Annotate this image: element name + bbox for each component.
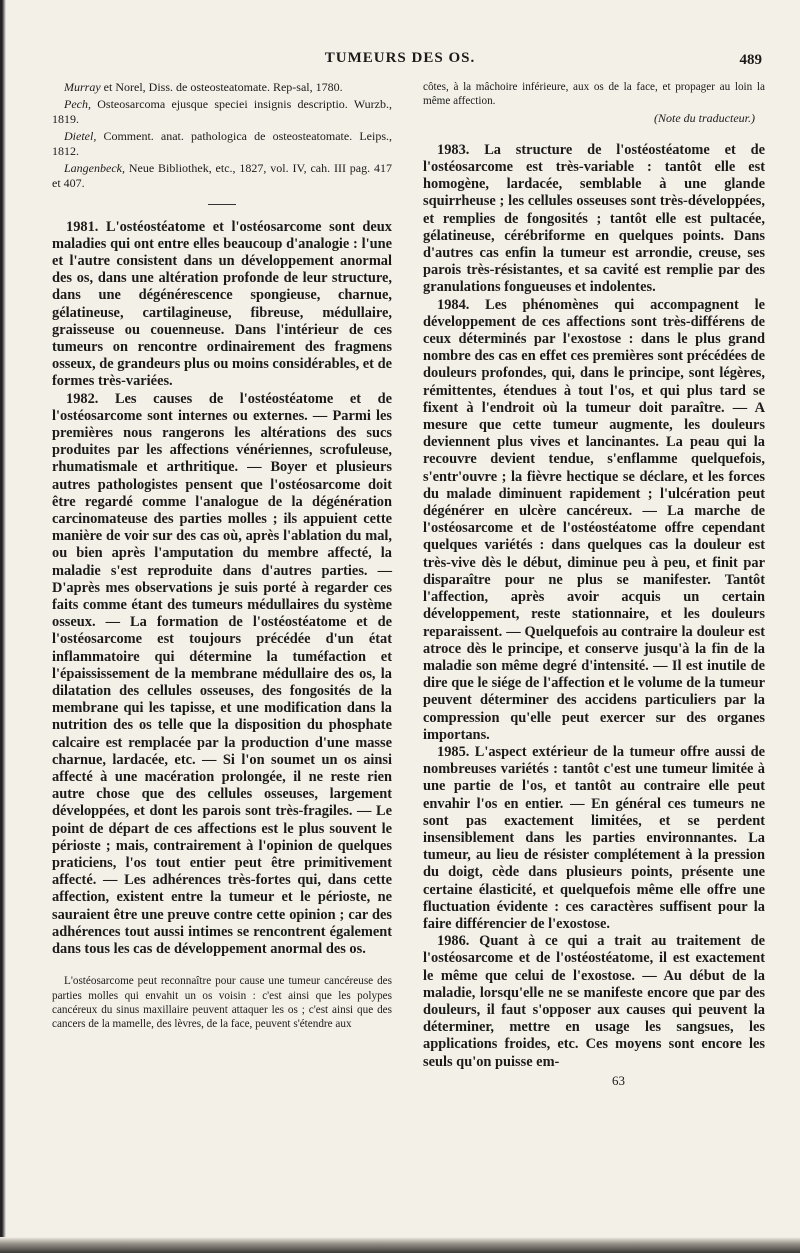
paragraph-1983: 1983. La structure de l'ostéostéatome et de l'ostéosarcome est très-variable : tantôt elle est homogène, lardacée, semblable à une glande squirrheuse ; les cellules osseuses sont très-développées, et remplies de fongosités ; tantôt elle est pultacée, gélatineuse, cérébriforme en quelques points. Dans d'autres cas enfin la tumeur est arrondie, creuse, ses parois très-résistantes, et sa cavité est remplie par des granulations fongueuses et indolentes. xyxy=(423,141,765,296)
paragraph-1982: 1982. Les causes de l'ostéostéatome et de l'ostéosarcome sont internes ou externes. — Parmi les premières nous rangerons les altérations des sucs produites par les affections vénériennes, scrofuleuse, rhumatismale et arthritique. — Boyer et plusieurs autres pathologistes pensent que l'ostéosarcome doit être regardé comme l'analogue de la dégénération carcinomateuse des parties molles ; ils appuient cette manière de voir sur des cas où, après l'ablation du mal, ou bien après l'amputation du membre affecté, la maladie s'est reproduite dans d'autres parties. — D'après mes observations je suis porté à regarder ces faits comme étant des tumeurs médullaires du système osseux. — La formation de l'ostéostéatome et de l'ostéosarcome est toujours précédée d'un état inflammatoire qui détermine la tuméfaction et l'épaississement de la membrane médullaire des os, la dilatation des cellules osseuses, des fongosités de la membrane qui les tapisse, et une modification dans la nutrition des os telle que la disposition du phosphate calcaire est remplacée par la production d'une masse charnue, lardacée, etc. — Si l'on soumet un os ainsi affecté à une macération prolongée, il ne reste rien autre chose que des cellules osseuses, largement développées, et dont les parois sont très-fragiles. — Le point de départ de ces affections est le plus souvent le périoste ; mais, contrairement à l'opinion de quelques praticiens, l'os tout entier peut être primitivement affecté. — Les adhérences très-fortes qui, dans cette affection, existent entre la tumeur et le périoste, ne sauraient être une preuve contre cette opinion ; car des adhérences tout aussi intimes se rencontrent également dans tous les cas de développement anormal des os. xyxy=(52,390,392,958)
biblio-entry: Langenbeck, Neue Bibliothek, etc., 1827, vol. IV, cah. III pag. 417 et 407. xyxy=(52,160,392,190)
page-bottom-edge xyxy=(0,1237,800,1253)
paragraph-1985: 1985. L'aspect extérieur de la tumeur offre aussi de nombreuses variétés : tantôt c'est une tumeur limitée à une partie de l'os, et tantôt au contraire elle peut envahir l'os en entier. — En général ces tumeurs ne sont pas exactement limitées, et se perdent insensiblement dans les parties environnantes. La tumeur, au lieu de résister complétement à la pression du doigt, cède dans plusieurs points, présente une certaine élasticité, et quelquefois même elle offre une fluctuation évidente : ces caractères suffisent pour la faire différencier de l'exostose. xyxy=(423,743,765,932)
translator-note: (Note du traducteur.) xyxy=(654,110,755,125)
page-header xyxy=(38,50,762,72)
footnote: L'ostéosarcome peut reconnaître pour cause une tumeur cancéreuse des parties molles qui envahit un os voisin : c'est ainsi que les polypes cancéreux du sinus maxillaire peuvent attaquer les os ; c'est ainsi que des cancers de la mamelle, des lèvres, de la face, peuvent s'étendre aux xyxy=(52,975,392,1031)
binding-edge xyxy=(0,0,6,1253)
page-number: 489 xyxy=(739,52,762,68)
separator-rule xyxy=(208,204,236,205)
paragraph-1981: 1981. L'ostéostéatome et l'ostéosarcome sont deux maladies qui ont entre elles beaucoup d'analogie : l'une et l'autre consistent dans un développement anormal des os, dans une altération profonde de leur structure, dans une dégénérescence spongieuse, charnue, gélatineuse, cartilagineuse, fibreuse, médullaire, graisseuse ou couenneuse. Dans l'intérieur de ces tumeurs on rencontre ordinairement des fragmens osseux, de grandeurs plus ou moins considérables, et de formes très-variées. xyxy=(52,218,392,390)
biblio-entry: Murray et Norel, Diss. de osteosteatomate. Rep-sal, 1780. xyxy=(64,80,343,94)
left-column xyxy=(52,80,392,1032)
footnote-continuation: côtes, à la mâchoire inférieure, aux os de la face, et propager au loin la même affection. xyxy=(423,81,765,108)
right-column xyxy=(423,80,765,1089)
paragraph-1986: 1986. Quant à ce qui a trait au traitement de l'ostéosarcome et de l'ostéostéatome, il est exactement le même que celui de l'exostose. — Au début de la maladie, lorsqu'elle ne se manifeste encore que par des douleurs, il faut s'opposer aux causes qui peuvent la déterminer, mettre en usage les sangsues, les applications froides, etc. Ces moyens sont encore les seuls qu'on puisse em- xyxy=(423,933,765,1070)
paragraph-1984: 1984. Les phénomènes qui accompagnent le développement de ces affections sont très-différens de ceux déterminés par l'exostose : dans le plus grand nombre des cas en effet ces premières sont précédées de douleurs profondes, qui, dans le principe, sont légères, rémittentes, étendues à tout l'os, et qui plus tard se fixent à l'endroit où la tumeur doit paraître. — A mesure que cette tumeur augmente, les douleurs deviennent plus vives et lancinantes. La peau qui la recouvre devient tendue, s'enflamme quelquefois, s'entr'ouvre ; la fièvre hectique se déclare, et les forces du malade diminuent rapidement ; l'ulcération peut dégénérer en ulcère cancéreux. — La marche de l'ostéosarcome et de l'ostéostéatome offre cependant quelques variétés : dans quelques cas la douleur est très-vive dès le début, diminue peu à peu, et finit par disparaître pour ne plus se manifester. Tantôt l'affection, après avoir acquis un certain développement, reste stationnaire, et les douleurs reparaissent. — Quelquefois au contraire la douleur est atroce dès le principe, et conserve jusqu'à la fin de la maladie son même degré d'intensité. — Il est inutile de dire que le siége de l'affection et le volume de la tumeur peuvent déterminer des accidens particuliers par la compression qu'elle peut exercer sur des organes importans. xyxy=(423,296,765,743)
biblio-entry: Dietel, Comment. anat. pathologica de osteosteatomate. Leips., 1812. xyxy=(52,128,392,158)
signature-mark: 63 xyxy=(612,1072,625,1088)
biblio-entry: Pech, Osteosarcoma ejusque speciei insignis descriptio. Wurzb., 1819. xyxy=(52,96,392,126)
running-title: TUMEURS DES OS. xyxy=(324,50,476,66)
